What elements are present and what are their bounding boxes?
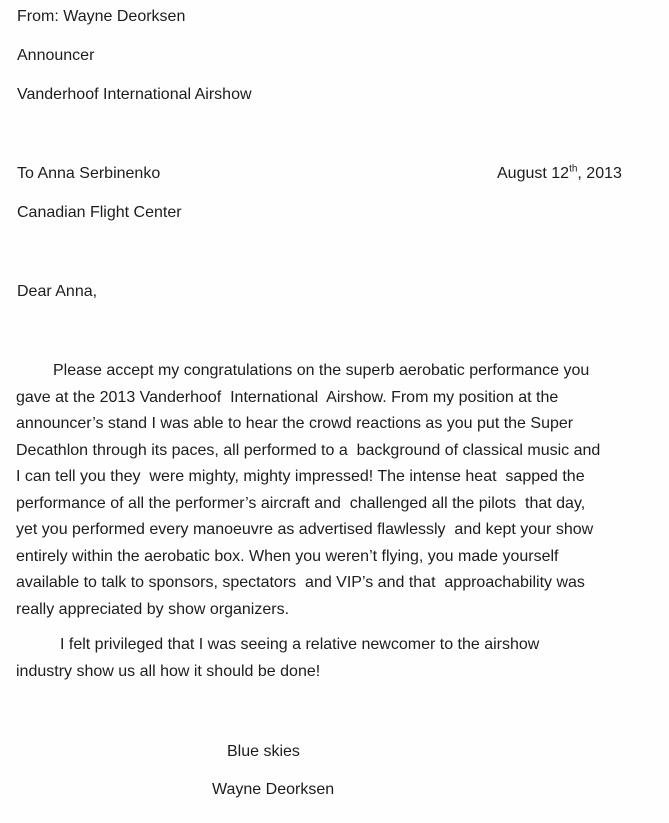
- paragraph-line: industry show us all how it should be done!: [16, 662, 321, 680]
- paragraph-line: gave at the 2013 Vanderhoof International Airshow. From my position at the: [16, 388, 559, 406]
- closing-phrase: Blue skies: [227, 743, 300, 760]
- paragraph-line: available to talk to sponsors, spectators and VIP’s and that approachability was: [16, 574, 585, 591]
- recipient-name-line: To Anna Serbinenko: [17, 165, 161, 182]
- paragraph-line: really appreciated by show organizers.: [16, 600, 290, 618]
- body-paragraph-1: [16, 358, 661, 623]
- date-ordinal-suffix: th: [569, 163, 578, 175]
- paragraph-line: Please accept my congratulations on the superb aerobatic performance you: [53, 362, 590, 379]
- paragraph-line: Decathlon through its paces, all performed to a background of classical music and: [16, 441, 601, 459]
- date-prefix: August 12: [497, 165, 570, 182]
- recipient-organization-line: Canadian Flight Center: [17, 204, 182, 221]
- sender-role-line: Announcer: [17, 47, 95, 64]
- date-line: [497, 164, 622, 184]
- paragraph-line: yet you performed every manoeuvre as advertised flawlessly and kept your show: [16, 521, 594, 538]
- date-suffix: , 2013: [577, 165, 622, 182]
- paragraph-line: I can tell you they were mighty, mighty impressed! The intense heat sapped the: [16, 468, 585, 485]
- sender-organization-line: Vanderhoof International Airshow: [17, 86, 252, 103]
- from-line: From: Wayne Deorksen: [17, 8, 186, 25]
- paragraph-line: announcer’s stand I was able to hear the crowd reactions as you put the Super: [16, 415, 574, 432]
- paragraph-line: performance of all the performer’s aircraft and challenged all the pilots that day,: [16, 494, 586, 512]
- paragraph-line: I felt privileged that I was seeing a relative newcomer to the airshow: [60, 636, 540, 653]
- body-paragraph-2: [16, 632, 661, 685]
- paragraph-line: entirely within the aerobatic box. When you weren’t flying, you made yourself: [16, 547, 559, 565]
- salutation: Dear Anna,: [17, 283, 98, 300]
- signature-name: Wayne Deorksen: [212, 781, 335, 798]
